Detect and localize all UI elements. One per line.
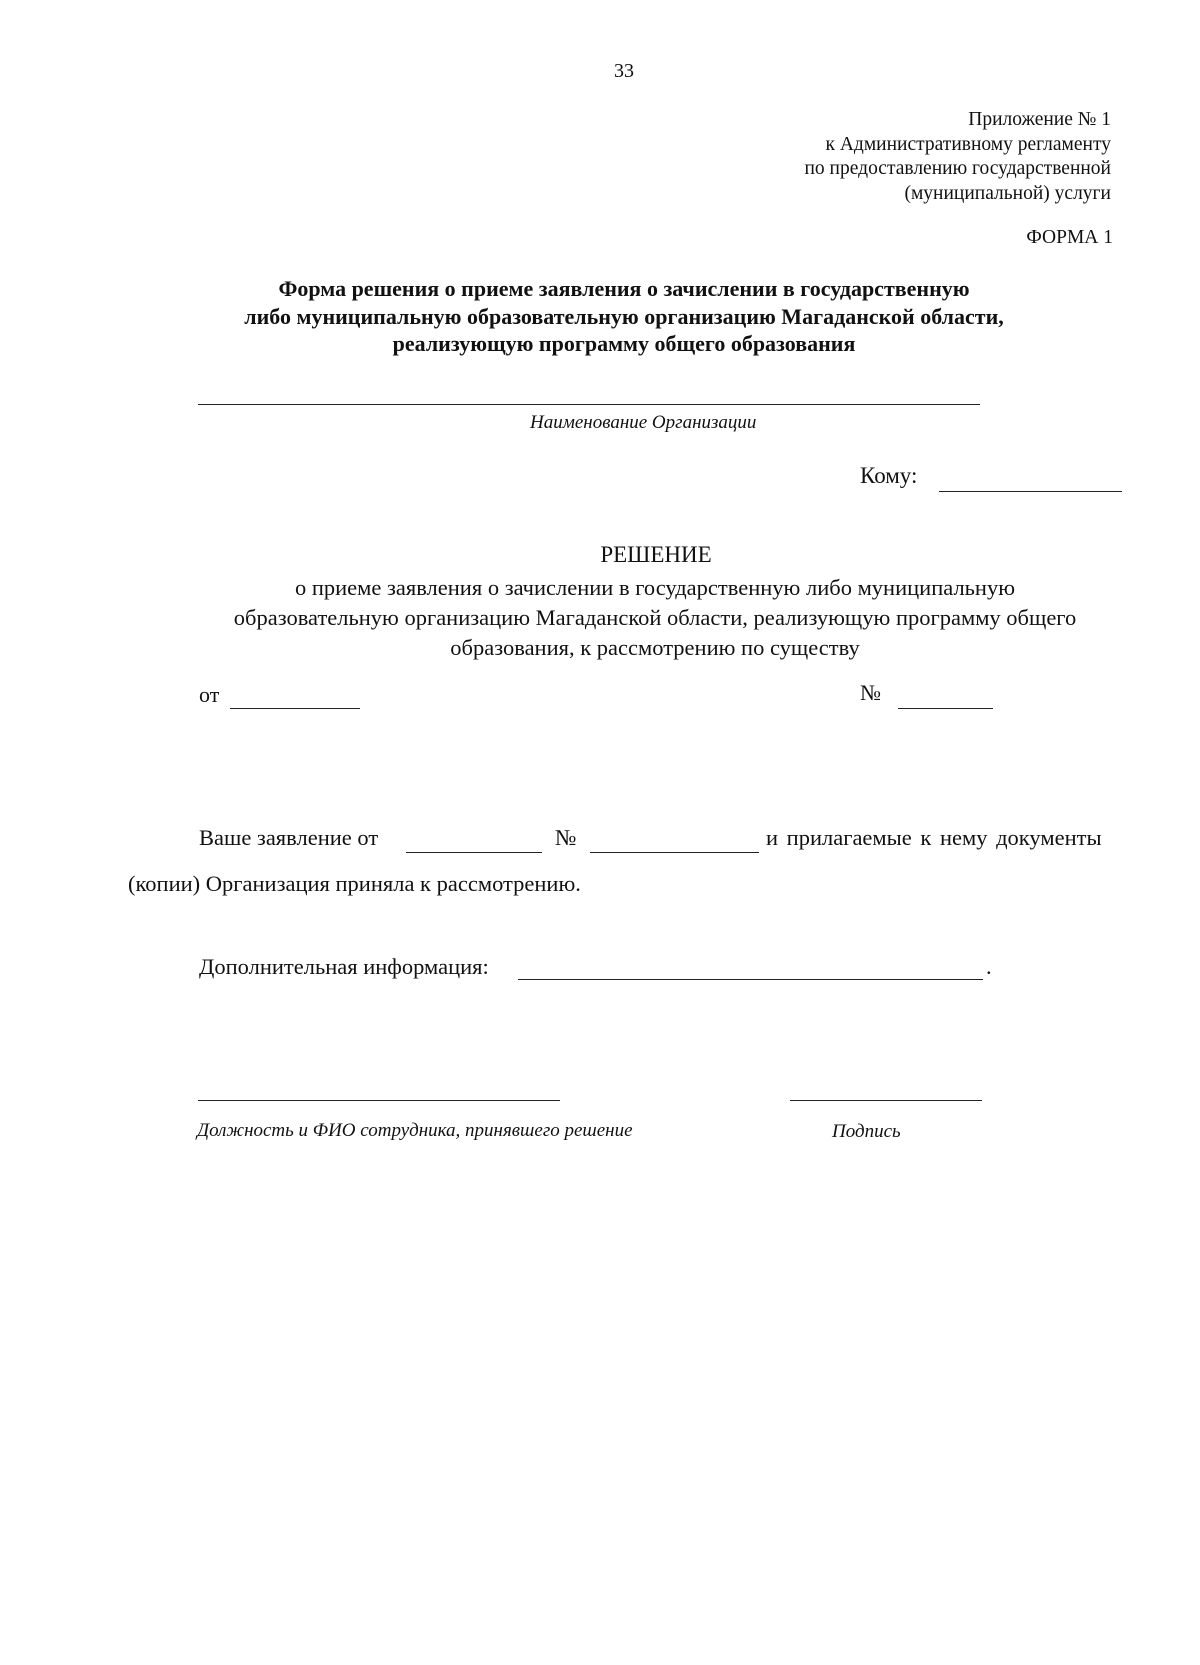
accepted-for-review-text: (копии) Организация приняла к рассмотрению.	[128, 871, 581, 896]
appendix-line: (муниципальной) услуги	[904, 182, 1111, 204]
organization-name-field[interactable]	[198, 404, 980, 405]
decision-subtitle-line: образовательную организацию Магаданской области, реализующую программу общего	[233, 605, 1077, 630]
recipient-label: Кому:	[860, 463, 918, 488]
form-code: ФОРМА 1	[1026, 227, 1113, 248]
decision-subtitle-line: образования, к рассмотрению по существу	[450, 635, 860, 660]
attached-documents-text: и прилагаемые к нему документы	[766, 825, 1102, 850]
additional-info-field[interactable]	[518, 979, 983, 980]
additional-info-period: .	[986, 954, 992, 979]
page-number: 33	[614, 60, 634, 82]
appendix-line: Приложение № 1	[968, 109, 1111, 130]
employee-position-field[interactable]	[198, 1100, 560, 1101]
appendix-line: к Административному регламенту	[825, 133, 1111, 155]
application-date-field[interactable]	[406, 852, 542, 853]
recipient-field[interactable]	[939, 491, 1122, 492]
decision-number-field[interactable]	[898, 708, 993, 709]
application-number-field[interactable]	[590, 852, 759, 853]
form-title-line: реализующую программу общего образования	[392, 331, 856, 356]
application-from-label: Ваше заявление от	[199, 825, 379, 850]
appendix-reference	[805, 108, 1112, 206]
signature-field[interactable]	[790, 1100, 982, 1101]
organization-name-caption: Наименование Организации	[530, 412, 757, 433]
application-number-label: №	[555, 825, 577, 850]
form-title-line: Форма решения о приеме заявления о зачислении в государственную	[278, 276, 970, 301]
form-title-line: либо муниципальную образовательную организацию Магаданской области,	[244, 303, 1004, 329]
decision-number-label: №	[860, 680, 881, 705]
decision-subtitle-line: о приеме заявления о зачислении в государственную либо муниципальную	[294, 575, 1016, 600]
appendix-line: по предоставлению государственной	[804, 158, 1111, 179]
employee-position-caption: Должность и ФИО сотрудника, принявшего решение	[197, 1120, 633, 1141]
form-title	[0, 275, 1200, 358]
decision-date-field[interactable]	[230, 708, 360, 709]
additional-info-label: Дополнительная информация:	[199, 954, 489, 979]
signature-caption: Подпись	[832, 1121, 901, 1142]
decision-date-label: от	[199, 682, 220, 707]
decision-heading: РЕШЕНИЕ	[600, 542, 712, 567]
decision-subtitle	[195, 573, 1115, 663]
